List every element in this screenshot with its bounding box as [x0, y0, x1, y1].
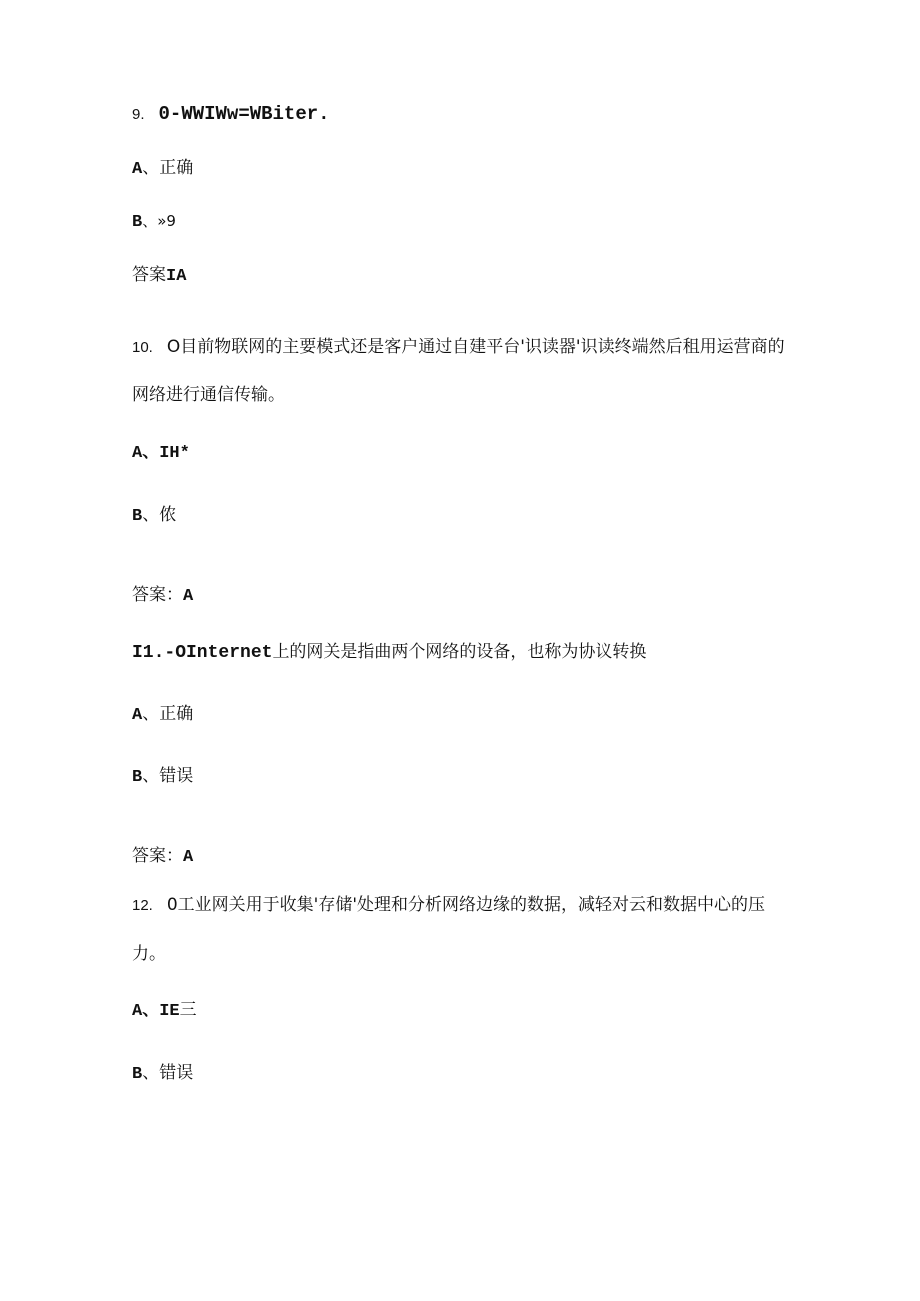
option-text: 、IE — [142, 1002, 180, 1021]
question-9-option-a — [132, 156, 193, 182]
question-11-stem — [132, 640, 646, 665]
answer-label: 答案： — [132, 585, 183, 605]
question-number: 9. — [132, 106, 145, 123]
question-9-option-b — [132, 209, 176, 235]
option-letter: A — [132, 160, 143, 179]
answer-value: IA — [166, 267, 187, 286]
question-text: 0-WWIWw=WBiter. — [158, 103, 330, 125]
answer-label: 答案： — [132, 846, 183, 866]
question-10-stem-line2 — [132, 383, 285, 407]
question-11-answer — [132, 844, 193, 870]
question-12-stem-line2 — [132, 942, 166, 966]
option-text: 、错误 — [142, 766, 194, 786]
option-letter: A — [132, 1002, 143, 1021]
question-10-option-a — [132, 440, 190, 466]
answer-value: A — [183, 587, 194, 606]
question-10-option-b — [132, 503, 176, 529]
option-text: 、侬 — [142, 505, 177, 525]
option-text: 、»9 — [142, 212, 176, 230]
answer-value: A — [183, 848, 194, 867]
option-letter: B — [132, 768, 143, 787]
question-12-option-b — [132, 1061, 193, 1087]
option-text: 、正确 — [142, 704, 194, 724]
question-number-prefix: I1.-OInternet — [132, 643, 273, 663]
question-text: 上的网关是指曲两个网络的设备，也称为协议转换 — [272, 642, 647, 662]
option-letter: B — [132, 1065, 143, 1084]
option-text: 、正确 — [142, 158, 194, 178]
question-9-stem — [132, 102, 330, 127]
option-letter: B — [132, 507, 143, 526]
question-text-continued: 网络进行通信传输。 — [132, 385, 285, 405]
question-12-option-a — [132, 998, 197, 1024]
question-12-stem-line1 — [132, 893, 765, 918]
question-text: 0工业网关用于收集'存储'处理和分析网络边缘的数据，减轻对云和数据中心的压 — [166, 895, 766, 915]
option-text: 、错误 — [142, 1063, 194, 1083]
question-10-stem-line1 — [132, 335, 785, 360]
question-text: O目前物联网的主要模式还是客户通过自建平台'识读器'识读终端然后租用运营商的 — [166, 337, 785, 357]
question-number: 12. — [132, 897, 153, 914]
option-text: 、IH* — [142, 444, 190, 463]
option-letter: A — [132, 706, 143, 725]
question-11-option-a — [132, 702, 193, 728]
option-letter: B — [132, 213, 143, 232]
option-text-rest: 三 — [179, 1000, 197, 1020]
question-10-answer — [132, 583, 193, 609]
question-text-continued: 力。 — [132, 944, 166, 964]
question-9-answer — [132, 263, 186, 289]
answer-label: 答案 — [132, 265, 166, 285]
option-letter: A — [132, 444, 143, 463]
question-11-option-b — [132, 764, 193, 790]
question-number: 10. — [132, 339, 153, 356]
